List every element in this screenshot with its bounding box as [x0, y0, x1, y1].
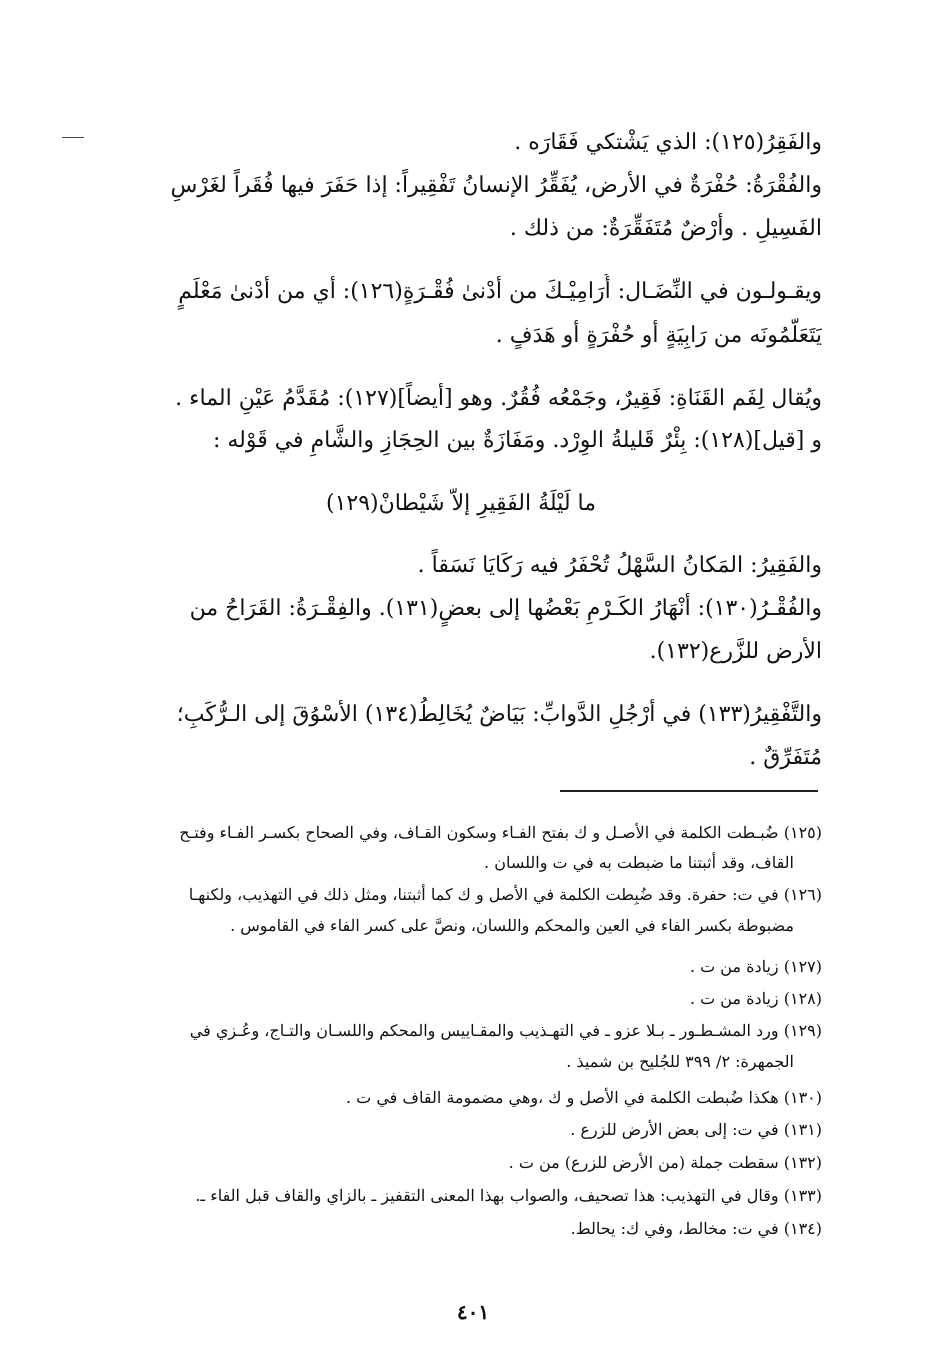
footnote: (١٢٦) في ت: حفرة. وقد ضُبِطت الكلمة في الأصل و ك كما أثبتنا، ومثل ذلك في التهذيب، ولكنهـا: [188, 885, 822, 904]
text-line: ويُقال لِفَم القَنَاةِ: فَقِيرٌ، وجَمْعُه فُقُرٌ. وهو [أيضاً](١٢٧): مُقَدَّمُ عَيْنِ الماء .: [175, 386, 822, 411]
footnote: (١٢٩) ورد المشـطـور ـ بـلا عزو ـ في التهـذيب والمقـاييس والمحكم واللسـان والتـاج، وعُـزي في: [189, 1021, 822, 1040]
footnote: (١٣٠) هكذا ضُبطت الكلمة في الأصل و ك ،وهي مضمومة القاف في ت .: [346, 1088, 822, 1107]
text-line: والتَّفْقِيرُ(١٣٣) في أرْجُلِ الدَّوابِّ: بَيَاضٌ يُخَالِطُ(١٣٤) الأسْوُقَ إلى الـرُّكَبِ؛: [176, 702, 822, 727]
footnote-continuation: القاف، وقد أثبتنا ما ضبطت به في ت واللسان .: [484, 853, 794, 872]
text-line: والفُقْـرُ(١٣٠): أنْهَارُ الكَـرْمِ بَعْضُها إلى بعضٍ(١٣١). والفِقْـرَةُ: القَرَاحُ من: [189, 596, 822, 621]
text-line: الأرض للزَّرع(١٣٢).: [649, 639, 822, 664]
text-line: مُتَفَرِّقٌ .: [749, 745, 822, 770]
page-number: ٤٠١: [456, 1300, 490, 1324]
footnote: (١٣٢) سقطت جملة (من الأرض للزرع) من ت .: [508, 1153, 822, 1172]
margin-mark: [62, 137, 84, 138]
footnote: (١٣١) في ت: إلى بعض الأرض للزرع .: [570, 1120, 822, 1139]
text-line: يَتَعَلَّمُونَه من رَابِيَةٍ أو حُفْرَةٍ أو هَدَفٍ .: [495, 323, 822, 348]
text-line: و [قيل](١٢٨): بِئْرٌ قَليلةُ الوِرْد. ومَفَازَةٌ بين الحِجَازِ والشَّامِ في قَوْله :: [212, 428, 822, 453]
text-line: والفَقِيرُ: المَكانُ السَّهْلُ تُحْفَرُ فيه رَكَايَا نَسَقاً .: [417, 553, 822, 578]
footnote-continuation: الجمهرة: ٢/ ٣٩٩ للجُليح بن شميذ .: [566, 1052, 794, 1071]
footnote: (١٢٥) ضُبـطت الكلمة في الأصـل و ك بفتح الفـاء وسكون القـاف، وفي الصحاح بكسـر الفـاء وفتـح: [179, 823, 822, 842]
footnote-continuation: مضبوطة بكسر الفاء في العين والمحكم واللسان، ونصَّ على كسر الفاء في القاموس .: [230, 916, 794, 935]
footnote: (١٣٤) في ت: مخالط، وفي ك: يحالط.: [570, 1219, 822, 1238]
footnotes: [100, 0, 822, 1290]
verse-line: ما لَيْلَةُ الفَقِيرِ إلاّ شَيْطانْ(١٢٩): [326, 491, 596, 516]
footnote: (١٢٨) زيادة من ت .: [689, 989, 822, 1008]
text-line: والفَقِرُ(١٢٥): الذي يَشْتكي فَقَارَه .: [514, 130, 822, 155]
text-line: والفُقْرَةُ: حُفْرَةٌ في الأرض، يُفَقِّرُ الإنسانُ تَفْقِيراً: إذا حَفَرَ فيها فُقَراً لغَرْسِ: [170, 173, 822, 198]
footnote: (١٢٧) زيادة من ت .: [689, 957, 822, 976]
text-line: ويقـولـون في النِّضَـال: أُرَامِيْـكَ من أدْنىٰ فُقْـرَةٍ(١٢٦): أي من أدْنىٰ مَعْلَمٍ: [178, 279, 822, 304]
footnote: (١٣٣) وقال في التهذيب: هذا تصحيف، والصواب بهذا المعنى التقفيز ـ بالزاي والقاف قبل الفاء ـ.: [195, 1186, 822, 1205]
text-line: الفَسِيلِ . وأرْضٌ مُتَفَقِّرَةٌ: من ذلك .: [509, 216, 822, 241]
